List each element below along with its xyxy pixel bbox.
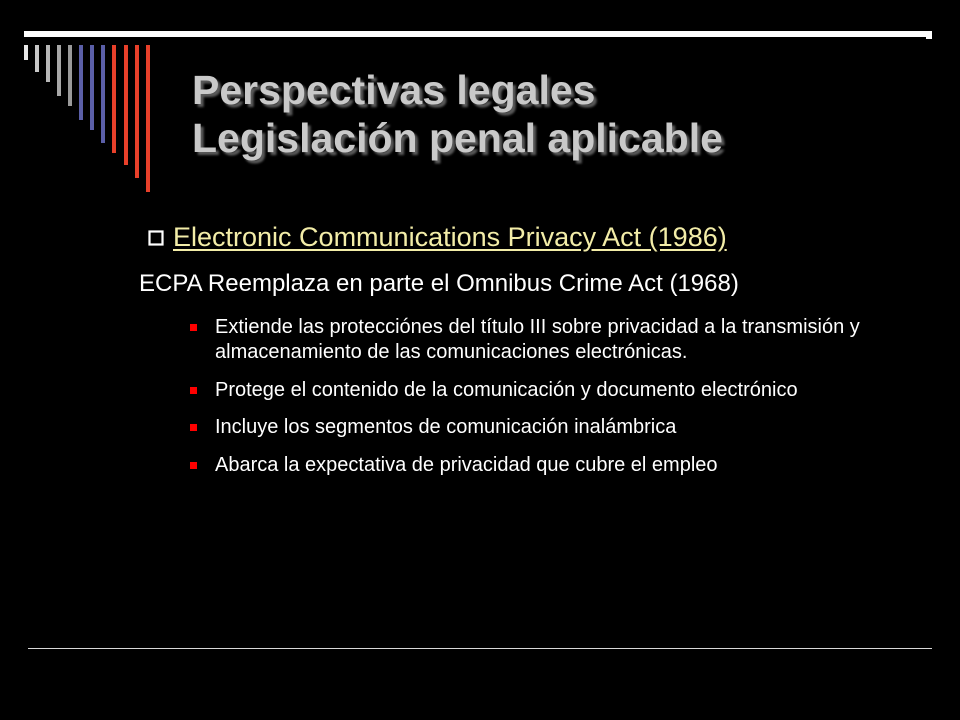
list-item-text: Abarca la expectativa de privacidad que cubre el empleo [215,454,718,476]
list-item-text: Incluye los segmentos de comunicación inalámbrica [215,416,677,438]
title-line-2: Legislación penal aplicable [192,115,723,161]
list-item-text: Extiende las protecciónes del título III sobre privacidad a la transmisión y almacenamiento de las comunicaciones electrónicas. [215,316,860,363]
decorative-stripes [0,0,170,200]
stripe [57,45,61,96]
red-square-icon [190,424,197,431]
stripe [146,45,150,192]
stripe [35,45,39,72]
top-rule-end [926,31,932,39]
list-item [190,453,920,478]
stripe [112,45,116,153]
red-square-icon [190,324,197,331]
stripe [68,45,72,106]
red-square-icon [190,387,197,394]
intro-text: ECPA Reemplaza en parte el Omnibus Crime Act (1968) [139,270,739,297]
stripe [124,45,128,165]
stripe [101,45,105,143]
stripe [24,45,28,60]
stripe [79,45,83,120]
list-item-text: Protege el contenido de la comunicación y documento electrónico [215,379,798,401]
list-item [190,315,920,365]
bullet-list [190,315,920,491]
title-line-1: Perspectivas legales [192,67,596,113]
list-item [190,378,920,403]
red-square-icon [190,462,197,469]
hollow-square-icon [148,230,164,246]
stripe [135,45,139,178]
ecpa-link[interactable]: Electronic Communications Privacy Act (1986) [173,222,727,252]
bottom-rule [28,648,932,649]
stripe [90,45,94,130]
stripe [46,45,50,82]
slide-title [192,66,723,162]
list-item [190,415,920,440]
